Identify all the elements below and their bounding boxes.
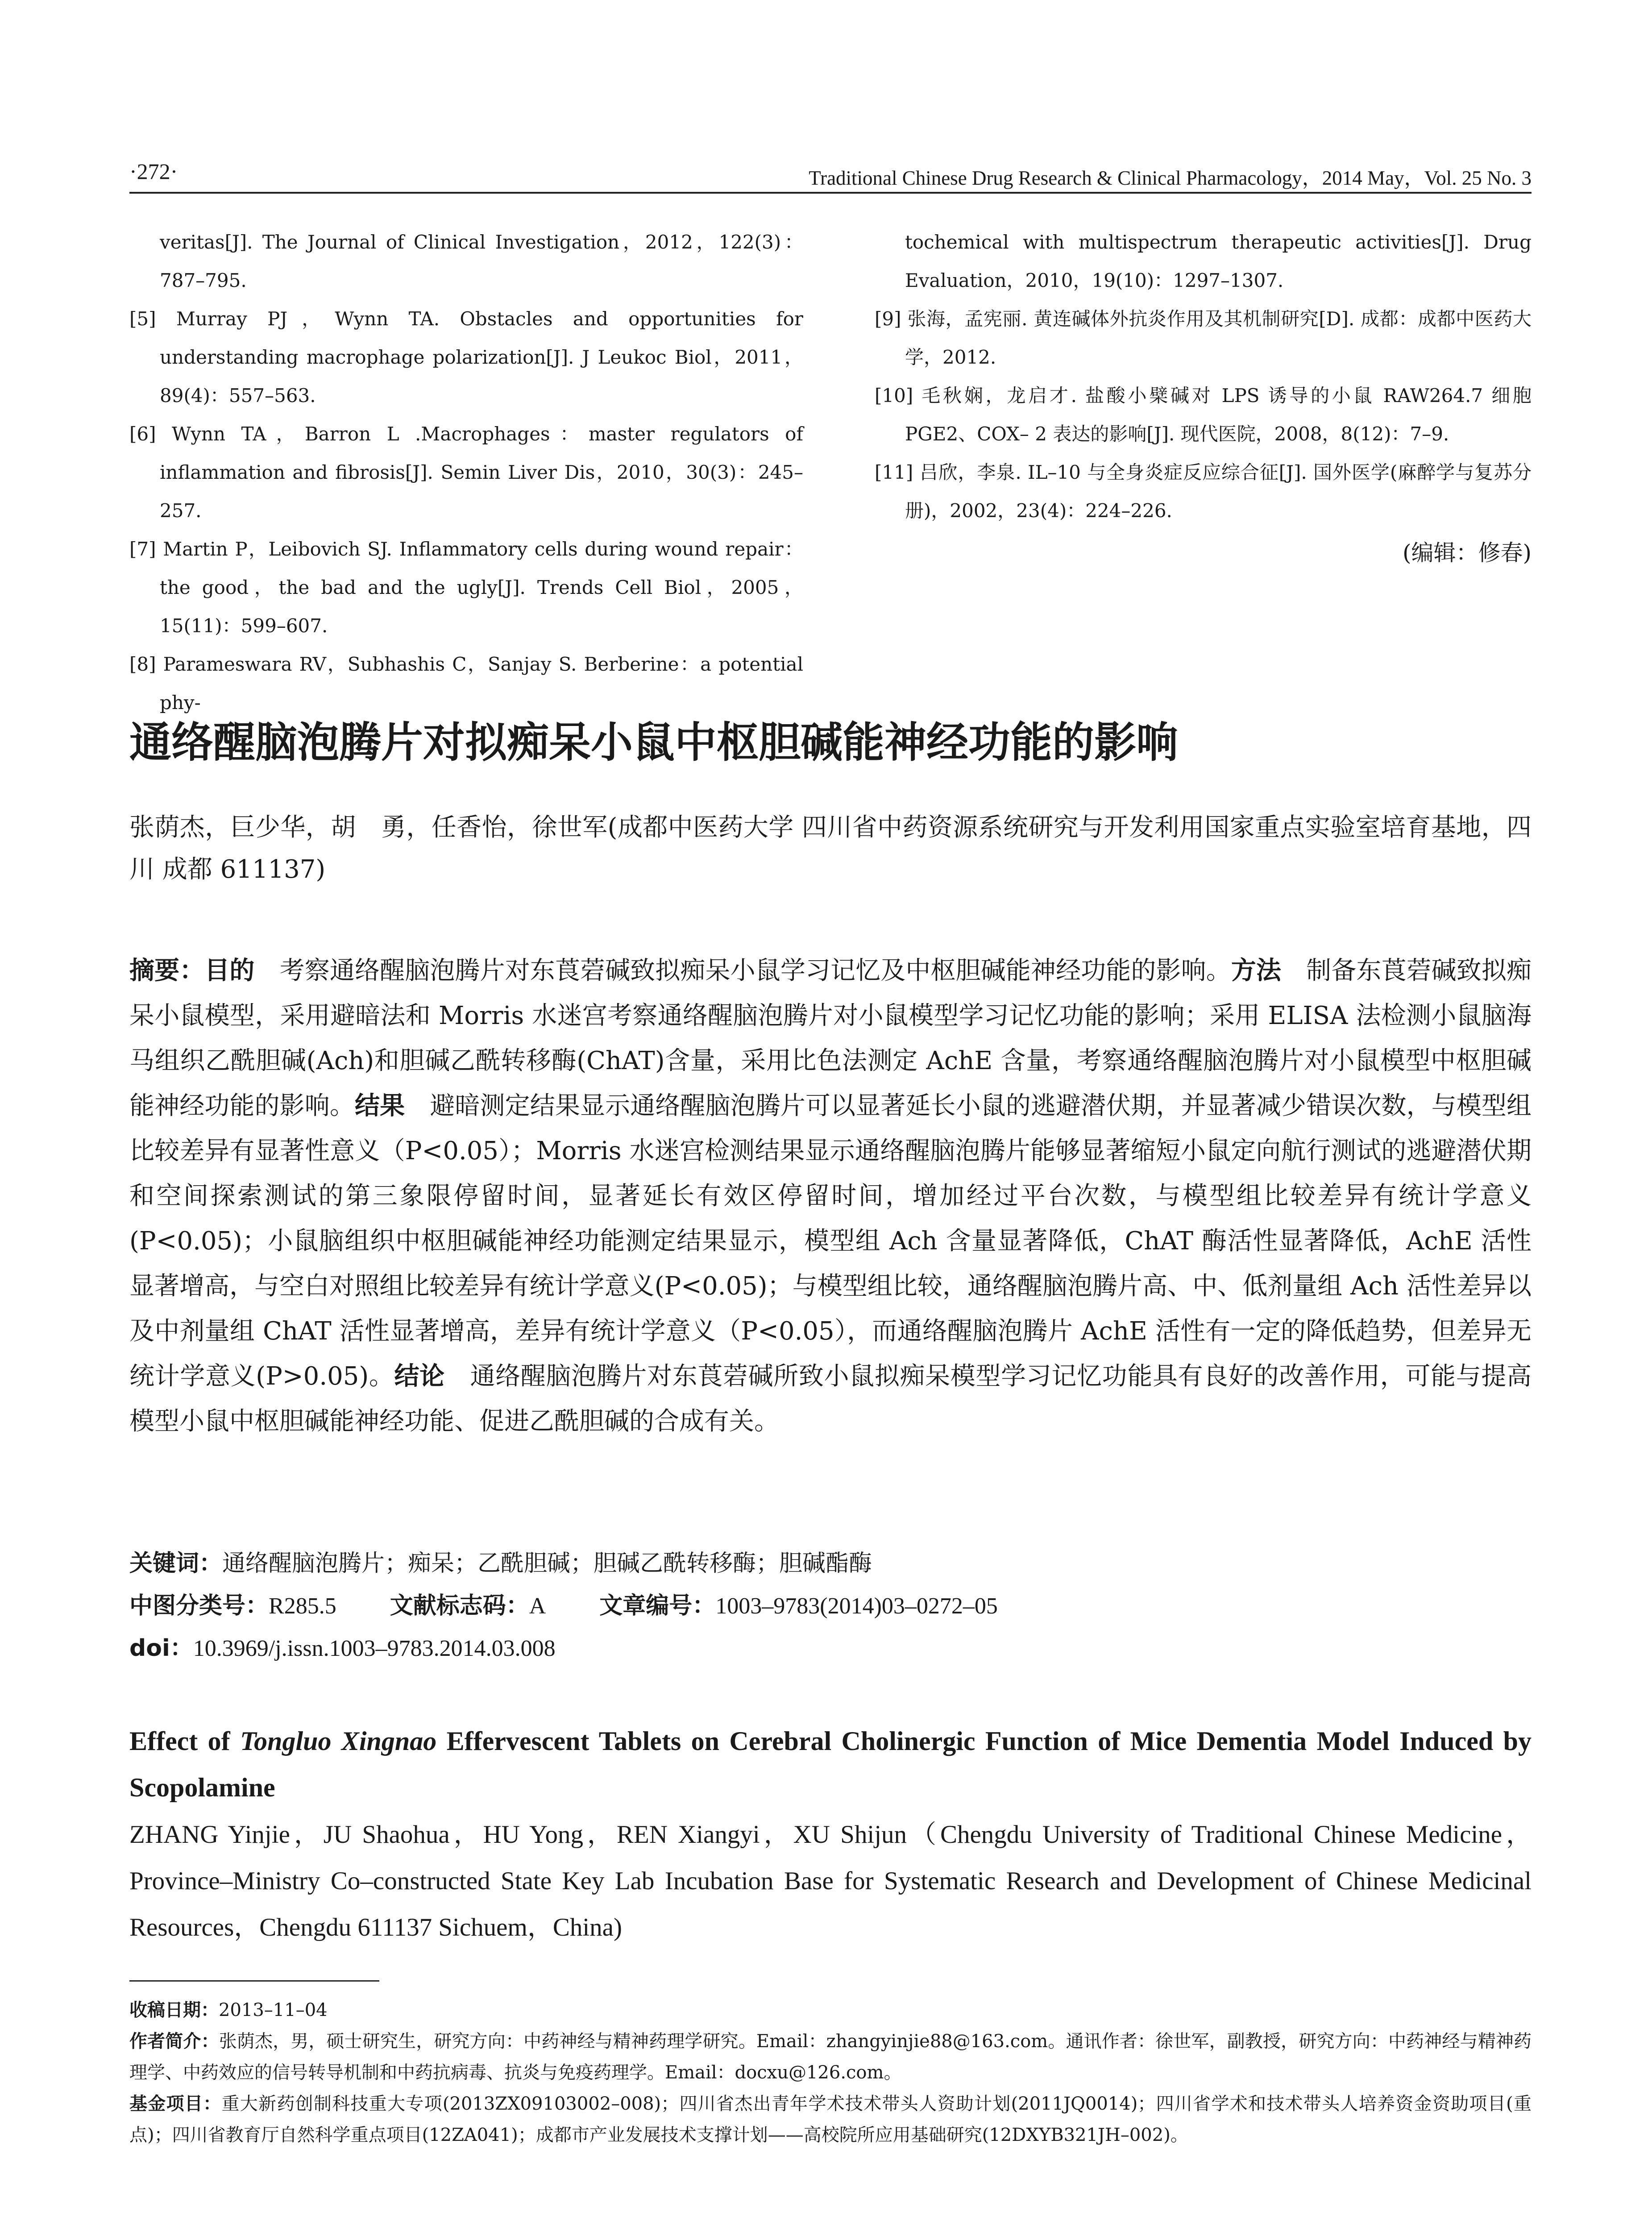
doccode-value: A: [529, 1593, 546, 1619]
results-label: 结果: [354, 1091, 405, 1120]
conclusion-label: 结论: [394, 1362, 445, 1391]
reference-item: veritas[J]. The Journal of Clinical Investigation，2012，122(3)：787–795.: [160, 231, 803, 291]
english-title-italic: Tongluo Xingnao: [240, 1726, 437, 1756]
reference-item: [6] Wynn TA，Barron L .Macrophages：master regulators of inflammation and fibrosis[J]. Semin Liver Dis，2010，30(3)：245–257.: [129, 423, 803, 522]
reference-item: [9] 张海，孟宪丽. 黄连碱体外抗炎作用及其机制研究[D]. 成都：成都中医药大学，2012.: [875, 308, 1532, 368]
clc-value: R285.5: [269, 1593, 336, 1619]
reference-item: [10] 毛秋娴，龙启才. 盐酸小檗碱对 LPS 诱导的小鼠 RAW264.7 细胞 PGE2、COX– 2 表达的影响[J]. 现代医院，2008，8(12)：7–9.: [875, 385, 1532, 445]
reference-item: tochemical with multispectrum therapeutic activities[J]. Drug Evaluation，2010，19(10)：1297–1307.: [905, 231, 1532, 291]
article-number-label: 文章编号：: [599, 1592, 716, 1619]
reference-item: [8] Parameswara RV，Subhashis C，Sanjay S. Berberine：a potential phy-: [129, 653, 803, 713]
english-authors: ZHANG Yinjie，JU Shaohua，HU Yong，REN Xiangyi，XU Shijun（Chengdu University of Traditional Chinese Medicine，Province–Ministry Co–constructed State Key Lab Incubation Base for Systematic Research and Development of Chinese Medicinal Resources，Chengdu 611137 Sichuem，China): [129, 1820, 1532, 1941]
header-rule: [129, 192, 1532, 194]
conclusion-text: 通络醒脑泡腾片对东莨菪碱所致小鼠拟痴呆模型学习记忆功能具有良好的改善作用，可能与提高模型小鼠中枢胆碱能神经功能、促进乙酰胆碱的合成有关。: [129, 1362, 1532, 1436]
doccode-label: 文献标志码：: [390, 1592, 529, 1619]
abstract-label: 摘要：: [129, 956, 205, 985]
article-number-value: 1003–9783(2014)03–0272–05: [715, 1593, 998, 1619]
doi-label: doi：: [129, 1635, 193, 1662]
methods-text: 制备东莨菪碱致拟痴呆小鼠模型，采用避暗法和 Morris 水迷宫考察通络醒脑泡腾片对小鼠模型学习记忆功能的影响；采用 ELISA 法检测小鼠脑海马组织乙酰胆碱(Ach)和胆碱乙酰转移酶(ChAT)含量，采用比色法测定 AchE 含量，考察通络醒脑泡腾片对小鼠模型中枢胆碱能神经功能的影响。: [129, 956, 1532, 1120]
keywords: [129, 1544, 1532, 1583]
methods-label: 方法: [1231, 956, 1282, 985]
references-left-column: [129, 223, 803, 722]
footnote-rule: [129, 1980, 379, 1982]
abstract: [129, 948, 1532, 1444]
references-right-column: [875, 223, 1532, 573]
english-title: Effect of Tongluo Xingnao Effervescent Tablets on Cerebral Cholinergic Function of Mice Dementia Model Induced by Scopolamine: [129, 1726, 1532, 1802]
article-title: 通络醒脑泡腾片对拟痴呆小鼠中枢胆碱能神经功能的影响: [129, 718, 1179, 767]
reference-item: [5] Murray PJ，Wynn TA. Obstacles and opportunities for understanding macrophage polarization[J]. J Leukoc Biol，2011，89(4)：557–563.: [129, 308, 803, 406]
footnote-fund: 基金项目：重大新药创制科技重大专项(2013ZX09103002–008)；四川省杰出青年学术技术带头人资助计划(2011JQ0014)；四川省学术和技术带头人培养资金资助项目(重点)；四川省教育厅自然科学重点项目(12ZA041)；成都市产业发展技术支撑计划——高校院所应用基础研究(12DXYB321JH–002)。: [129, 2094, 1532, 2145]
article-authors: 张荫杰，巨少华，胡 勇，任香怡，徐世军(成都中医药大学 四川省中药资源系统研究与开发利用国家重点实验室培育基地，四川 成都 611137): [129, 813, 1532, 884]
reference-item: [11] 吕欣，李泉. IL–10 与全身炎症反应综合征[J]. 国外医学(麻醉学与复苏分册)，2002，23(4)：224–226.: [875, 461, 1532, 522]
doi-line: [129, 1629, 1532, 1668]
clc-label: 中图分类号：: [129, 1592, 269, 1619]
keywords-text: 通络醒脑泡腾片；痴呆；乙酰胆碱；胆碱乙酰转移酶；胆碱酯酶: [222, 1550, 872, 1577]
footnote-author: 作者简介：张荫杰，男，硕士研究生，研究方向：中药神经与精神药理学研究。Email：zhangyinjie88@163.com。通讯作者：徐世军，副教授，研究方向：中药神经与精神药理学、中药效应的信号转导机制和中药抗病毒、抗炎与免疫药理学。Email：docxu@126.com。: [129, 2031, 1532, 2083]
objective-label: 目的: [204, 956, 255, 985]
footnotes: [129, 1995, 1532, 2151]
results-text: 避暗测定结果显示通络醒脑泡腾片可以显著延长小鼠的逃避潜伏期，并显著减少错误次数，与模型组比较差异有显著性意义（P<0.05）；Morris 水迷宫检测结果显示通络醒脑泡腾片能够显著缩短小鼠定向航行测试的逃避潜伏期和空间探索测试的第三象限停留时间，显著延长有效区停留时间，增加经过平台次数，与模型组比较差异有统计学意义(P<0.05)；小鼠脑组织中枢胆碱能神经功能测定结果显示，模型组 Ach 含量显著降低，ChAT 酶活性显著降低，AchE 活性显著增高，与空白对照组比较差异有统计学意义(P<0.05)；与模型组比较，通络醒脑泡腾片高、中、低剂量组 Ach 活性差异以及中剂量组 ChAT 活性显著增高，差异有统计学意义（P<0.05），而通络醒脑泡腾片 AchE 活性有一定的降低趋势，但差异无统计学意义(P>0.05)。: [129, 1091, 1532, 1391]
objective-text: 考察通络醒脑泡腾片对东莨菪碱致拟痴呆小鼠学习记忆及中枢胆碱能神经功能的影响。: [279, 956, 1231, 985]
running-head: Traditional Chinese Drug Research & Clinical Pharmacology，2014 May，Vol. 25 No. 3: [809, 167, 1532, 189]
classification-line: [129, 1586, 1532, 1626]
page-number: ·272·: [129, 159, 178, 184]
footnote-received: 收稿日期：2013–11–04: [129, 2000, 328, 2020]
keywords-label: 关键词：: [129, 1550, 223, 1577]
editor-note: (编辑：修春): [1402, 540, 1532, 566]
reference-item: [7] Martin P，Leibovich SJ. Inflammatory cells during wound repair：the good，the bad and the ugly[J]. Trends Cell Biol，2005，15(11)：599–607.: [129, 538, 803, 637]
doi-value: 10.3969/j.issn.1003–9783.2014.03.008: [193, 1636, 556, 1661]
